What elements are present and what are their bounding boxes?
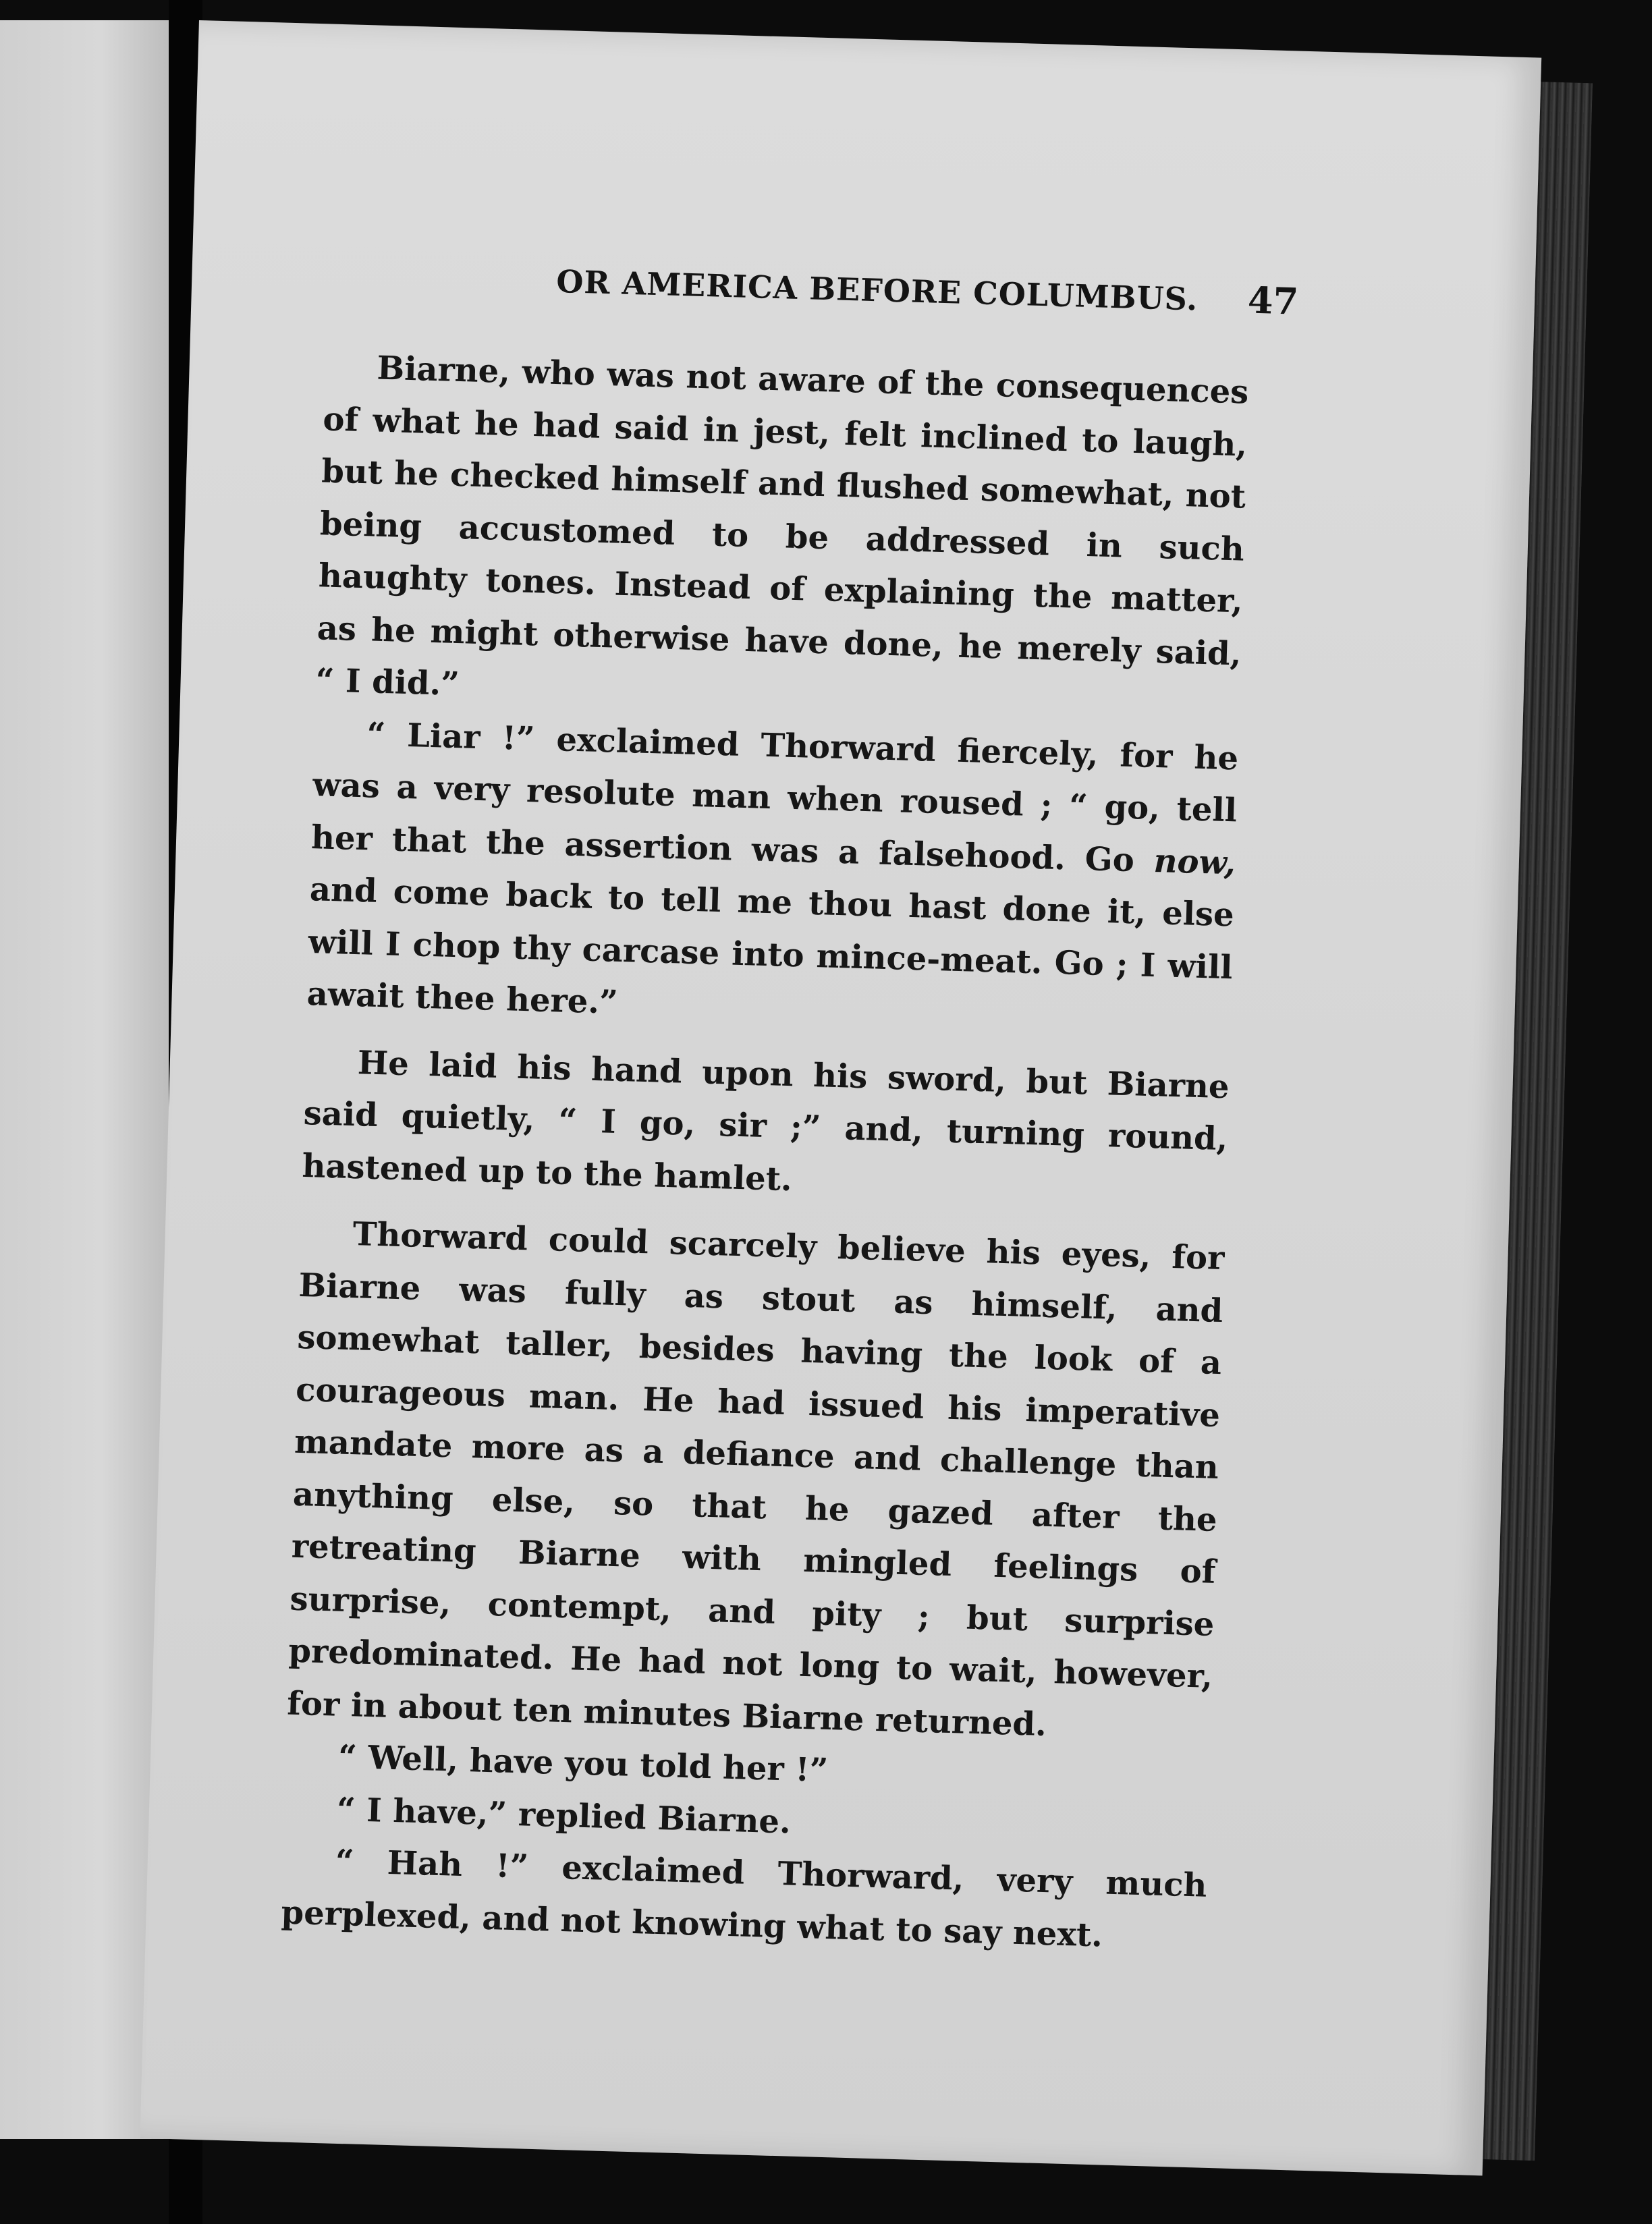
- page-number: 47: [1247, 278, 1300, 323]
- paragraph-sword: He laid his hand upon his sword, but Biarne said quietly, “ I go, sir ;” and, turning round, hastened up to the hamlet.: [301, 1043, 1230, 1198]
- book-page: [140, 20, 1541, 2175]
- paragraph-thorward-accusation-end: and come back to tell me thou hast done it, else will I chop thy carcase into mince-meat. Go ; I will await thee here.”: [306, 870, 1235, 1022]
- paragraph-thorward-surprise: Thorward could scarcely believe his eyes, for Biarne was fully as stout as himself, and somewhat taller, besides having the look of a courageous man. He had issued his imperative mandate more as a defiance and challenge than anything else, so that he gazed after the retreating Biarne with mingled feelings of surprise, contempt, and pity ; but surprise predominated. He had not long to wait, however, for in about ten minutes Biarne returned.: [286, 1215, 1226, 1744]
- running-head-title: OR AMERICA BEFORE COLUMBUS.: [555, 262, 1199, 318]
- facing-page-edge: [0, 20, 169, 2139]
- paragraph-thorward-accusation: [306, 707, 1239, 1047]
- paragraph-thorward-accusation-start: “ Liar !” exclaimed Thorward fiercely, for he was a very resolute man when roused ; “ go, tell her that the assertion was a falsehood. Go: [310, 715, 1239, 880]
- body-text: [281, 341, 1250, 1964]
- paragraph-biarne-reply: Biarne, who was not aware of the consequences of what he had said in jest, felt inclined to laugh, but he checked himself and flushed somewhat, not being accustomed to be addressed in such haughty tones. Instead of explaining the matter, as he might otherwise have done, he merely said, “ I did.”: [314, 349, 1249, 704]
- dialogue-hah: “ Hah !” exclaimed Thorward, very much perplexed, and not knowing what to say next.: [280, 1842, 1208, 1954]
- emphasis-now: now,: [1153, 841, 1236, 882]
- running-head: [192, 253, 1535, 323]
- dialogue-well: “ Well, have you told her !”: [337, 1738, 829, 1790]
- dialogue-i-have: “ I have,” replied Biarne.: [336, 1790, 792, 1841]
